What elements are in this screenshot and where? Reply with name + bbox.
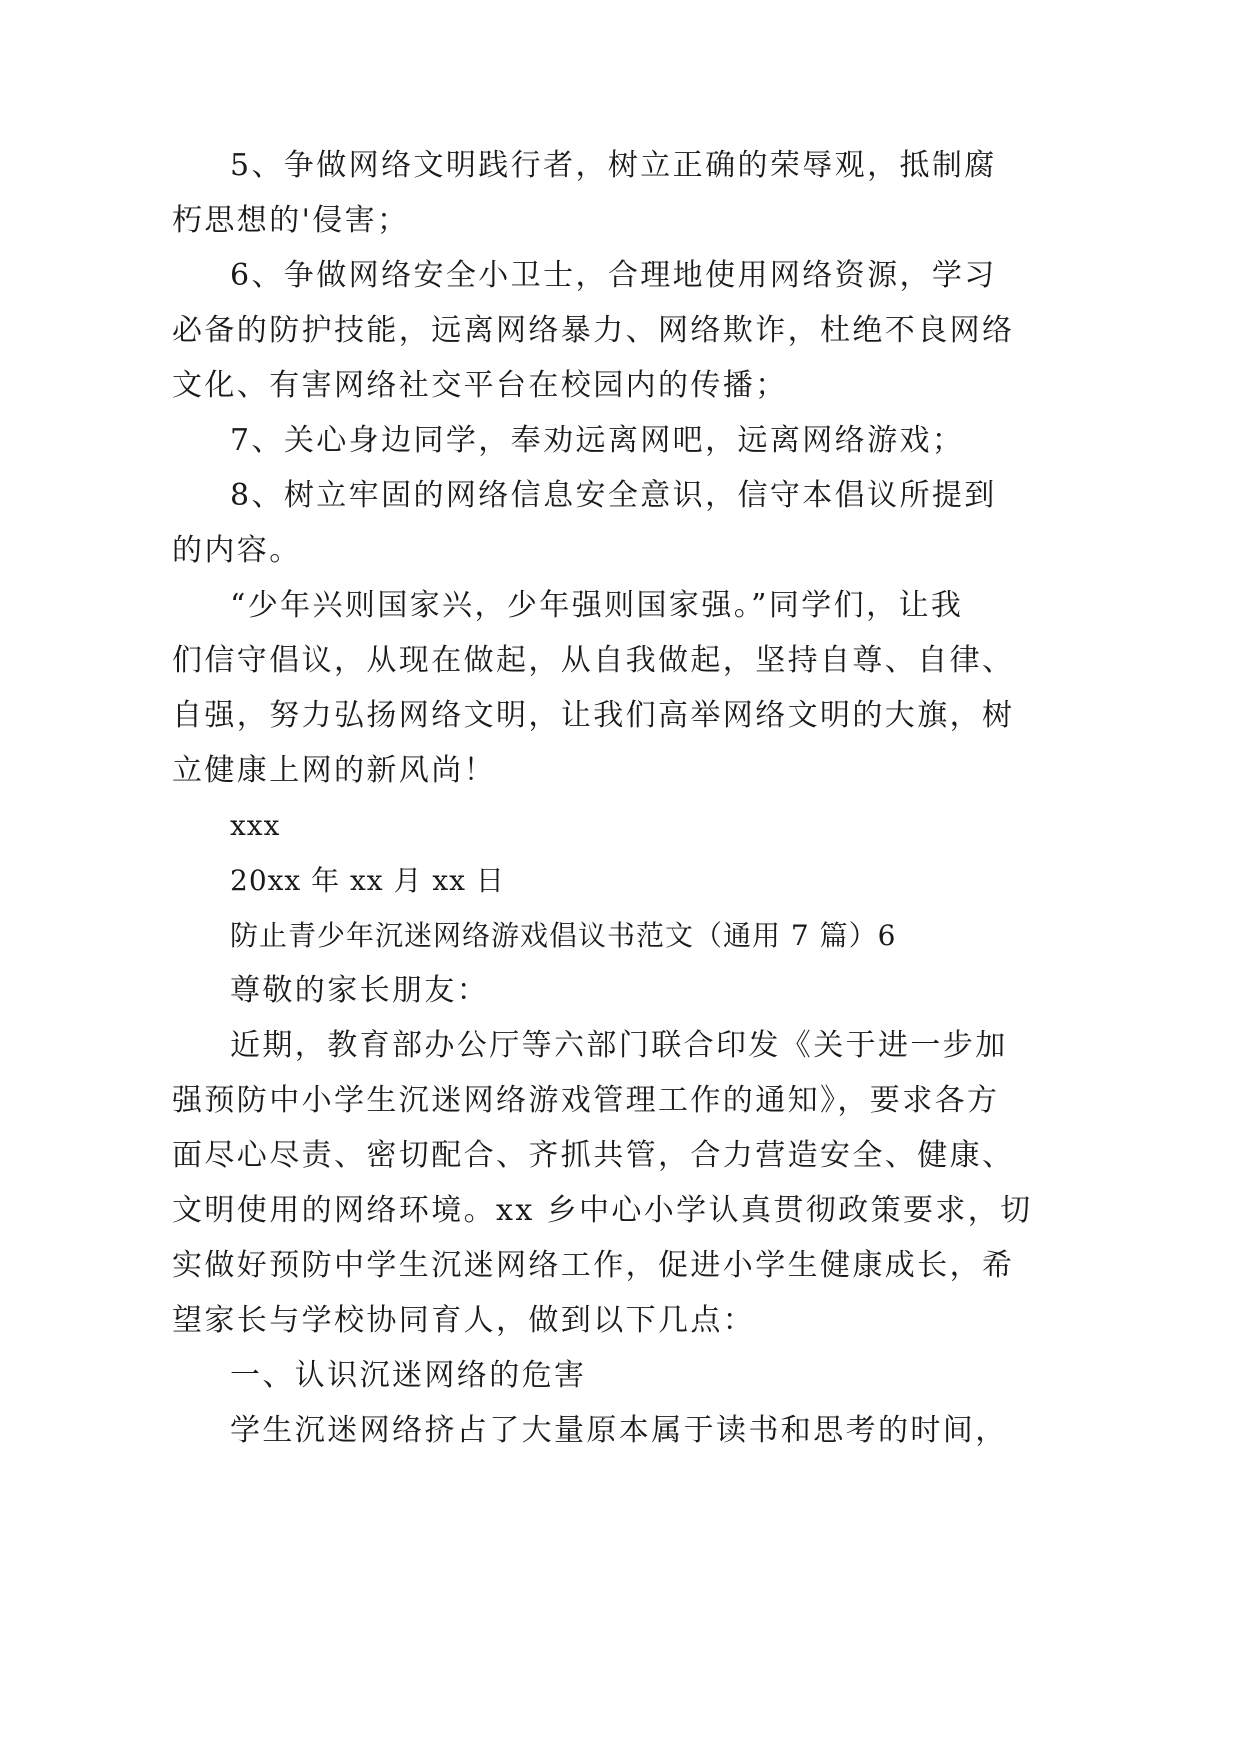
item-8-line-1: 8、树立牢固的网络信息安全意识，信守本倡议所提到 bbox=[230, 478, 997, 513]
closing-paragraph-line-1: “少年兴则国家兴，少年强则国家强。”同学们，让我 bbox=[230, 588, 964, 623]
section-title: 防止青少年沉迷网络游戏倡议书范文（通用 7 篇）6 bbox=[230, 919, 897, 952]
body-paragraph-line-6: 望家长与学校协同育人，做到以下几点： bbox=[172, 1303, 756, 1338]
item-6-line-2: 必备的防护技能，远离网络暴力、网络欺诈，杜绝不良网络 bbox=[172, 313, 1015, 348]
signature: xxx bbox=[230, 809, 281, 842]
item-7-line-1: 7、关心身边同学，奉劝远离网吧，远离网络游戏； bbox=[230, 423, 965, 458]
body-paragraph-line-4: 文明使用的网络环境。xx 乡中心小学认真贯彻政策要求，切 bbox=[172, 1193, 1033, 1228]
heading-1: 一、认识沉迷网络的危害 bbox=[230, 1358, 587, 1393]
salutation: 尊敬的家长朋友： bbox=[230, 973, 490, 1008]
body-paragraph-line-3: 面尽心尽责、密切配合、齐抓共管，合力营造安全、健康、 bbox=[172, 1138, 1015, 1173]
item-6-line-3: 文化、有害网络社交平台在校园内的传播； bbox=[172, 368, 788, 403]
item-5-line-1: 5、争做网络文明践行者，树立正确的荣辱观，抵制腐 bbox=[230, 148, 997, 183]
heading-1-paragraph-line-1: 学生沉迷网络挤占了大量原本属于读书和思考的时间， bbox=[230, 1413, 1008, 1448]
closing-paragraph-line-4: 立健康上网的新风尚！ bbox=[172, 753, 496, 788]
item-8-line-2: 的内容。 bbox=[172, 533, 302, 568]
closing-paragraph-line-3: 自强，努力弘扬网络文明，让我们高举网络文明的大旗，树 bbox=[172, 698, 1015, 733]
item-6-line-1: 6、争做网络安全小卫士，合理地使用网络资源，学习 bbox=[230, 258, 997, 293]
body-paragraph-line-5: 实做好预防中学生沉迷网络工作，促进小学生健康成长，希 bbox=[172, 1248, 1015, 1283]
body-paragraph-line-1: 近期，教育部办公厅等六部门联合印发《关于进一步加 bbox=[230, 1028, 1008, 1063]
body-paragraph-line-2: 强预防中小学生沉迷网络游戏管理工作的通知》，要求各方 bbox=[172, 1083, 1000, 1118]
item-5-line-2: 朽思想的'侵害； bbox=[172, 203, 410, 238]
closing-paragraph-line-2: 们信守倡议，从现在做起，从自我做起，坚持自尊、自律、 bbox=[172, 643, 1015, 678]
date: 20xx 年 xx 月 xx 日 bbox=[230, 864, 505, 897]
